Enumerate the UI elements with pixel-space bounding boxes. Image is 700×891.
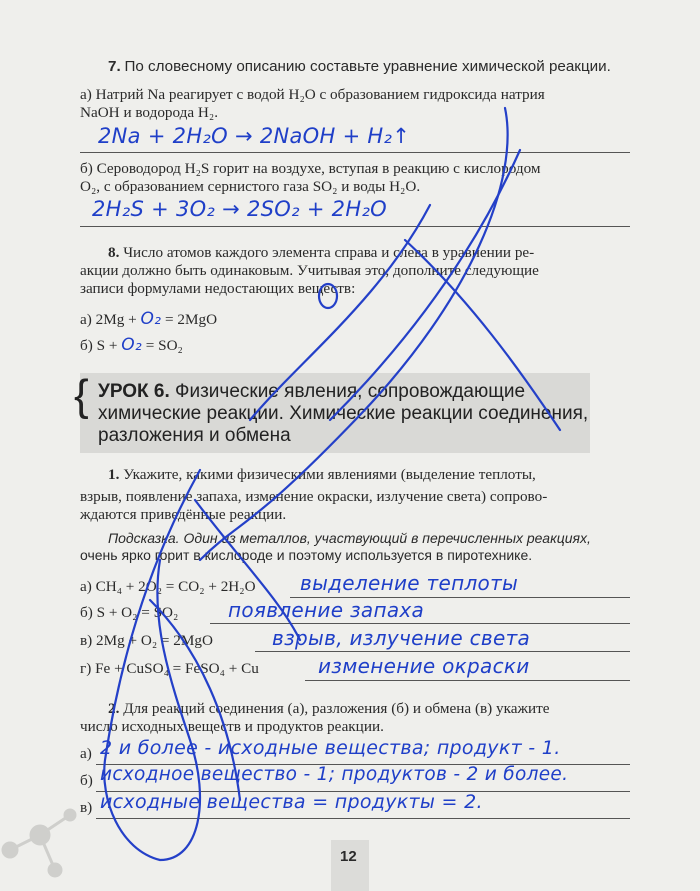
lesson-title-1: Физические явления, сопровождающие bbox=[175, 381, 526, 402]
task2-row-b-label: б) bbox=[80, 772, 93, 789]
task2-row-c-label: в) bbox=[80, 799, 93, 816]
page-number: 12 bbox=[340, 848, 357, 865]
lesson-title-2: химические реакции. Химические реакции соединения, bbox=[98, 403, 589, 424]
task7-question-text: По словесному описанию составьте уравнение химической реакции. bbox=[124, 58, 611, 75]
task8-b-right: = SO₂ bbox=[145, 337, 183, 354]
task8-text-2: акции должно быть одинаковым. Учитывая это, дополните следующие bbox=[80, 262, 539, 279]
lesson-title-3: разложения и обмена bbox=[98, 425, 291, 446]
task7-a-answer: 2Na + 2H₂O → 2NaOH + H₂↑ bbox=[98, 124, 411, 148]
task7-a-text-2: NaOH и водорода H₂. bbox=[80, 104, 218, 121]
task8-text-3: записи формулами недостающих веществ: bbox=[80, 280, 356, 297]
pen-stroke bbox=[319, 284, 337, 308]
molecule-decoration-icon bbox=[3, 810, 75, 876]
task2-text-1-content: Для реакций соединения (а), разложения (б) и обмена (в) укажите bbox=[123, 700, 550, 717]
pen-strokes bbox=[104, 108, 560, 860]
pen-stroke bbox=[200, 108, 508, 560]
task8-b-left: б) S + bbox=[80, 337, 118, 354]
pen-stroke bbox=[250, 205, 430, 420]
task2-text-2: число исходных веществ и продуктов реакции. bbox=[80, 718, 384, 735]
task8-number: 8. bbox=[108, 244, 120, 261]
task1-row-b-eq: б) S + O₂ = SO₂ bbox=[80, 604, 179, 621]
pen-stroke bbox=[104, 470, 200, 860]
task1-row-a-answer: выделение теплоты bbox=[300, 571, 519, 595]
task7-b-answer: 2H₂S + 3O₂ → 2SO₂ + 2H₂O bbox=[92, 197, 387, 221]
lesson-label: УРОК 6. bbox=[98, 381, 170, 402]
task7-number: 7. bbox=[108, 58, 121, 75]
task1-row-d-answer: изменение окраски bbox=[318, 654, 530, 678]
pen-stroke bbox=[330, 150, 520, 420]
task1-row-a-eq: а) CH₄ + 2O₂ = CO₂ + 2H₂O bbox=[80, 578, 256, 595]
task1-text-1-content: Укажите, какими физическими явлениями (выделение теплоты, bbox=[123, 466, 536, 483]
task8-b-fill: O₂ bbox=[121, 335, 142, 355]
task1-row-d-eq: г) Fe + CuSO₄ = FeSO₄ + Cu bbox=[80, 660, 259, 677]
task1-hint-1: Подсказка. Один из металлов, участвующий в перечисленных реакциях, bbox=[108, 530, 591, 546]
task1-row-c-eq: в) 2Mg + O₂ = 2MgO bbox=[80, 632, 213, 649]
task8-a-right: = 2MgO bbox=[165, 311, 218, 328]
lesson-bracket-icon: { bbox=[74, 371, 89, 420]
task1-row-c-answer: взрыв, излучение света bbox=[272, 626, 531, 650]
task1-row-b-answer: появление запаха bbox=[228, 598, 425, 622]
task2-number: 2. bbox=[108, 700, 120, 717]
task1-text-2: взрыв, появление запаха, изменение окраски, излучение света) сопрово- bbox=[80, 488, 548, 505]
task7-b-text-1: б) Сероводород H₂S горит на воздухе, вступая в реакцию с кислородом bbox=[80, 160, 541, 177]
pen-stroke bbox=[150, 600, 240, 800]
task8-a-fill: O₂ bbox=[140, 309, 162, 329]
task2-row-a-label: а) bbox=[80, 745, 92, 762]
task7-a-text-1: а) Натрий Na реагирует с водой H₂O с образованием гидроксида натрия bbox=[80, 86, 545, 103]
pen-stroke bbox=[405, 240, 560, 430]
task8-text-1-content: Число атомов каждого элемента справа и слева в уравнении ре- bbox=[123, 244, 535, 261]
task8-a-left: а) 2Mg + bbox=[80, 311, 137, 328]
task1-text-3: ждаются приведённые реакции. bbox=[80, 506, 287, 523]
task2-row-b-answer: исходное вещество - 1; продуктов - 2 и более. bbox=[100, 764, 569, 785]
task2-row-a-answer: 2 и более - исходные вещества; продукт - 1. bbox=[100, 737, 561, 759]
task2-row-c-answer: исходные вещества = продукты = 2. bbox=[100, 791, 483, 813]
task1-hint-2: очень ярко горит в кислороде и поэтому используется в пиротехнике. bbox=[80, 547, 533, 563]
task1-number: 1. bbox=[108, 466, 120, 483]
task7-b-text-2: O₂, с образованием сернистого газа SO₂ и воды H₂O. bbox=[80, 178, 421, 195]
